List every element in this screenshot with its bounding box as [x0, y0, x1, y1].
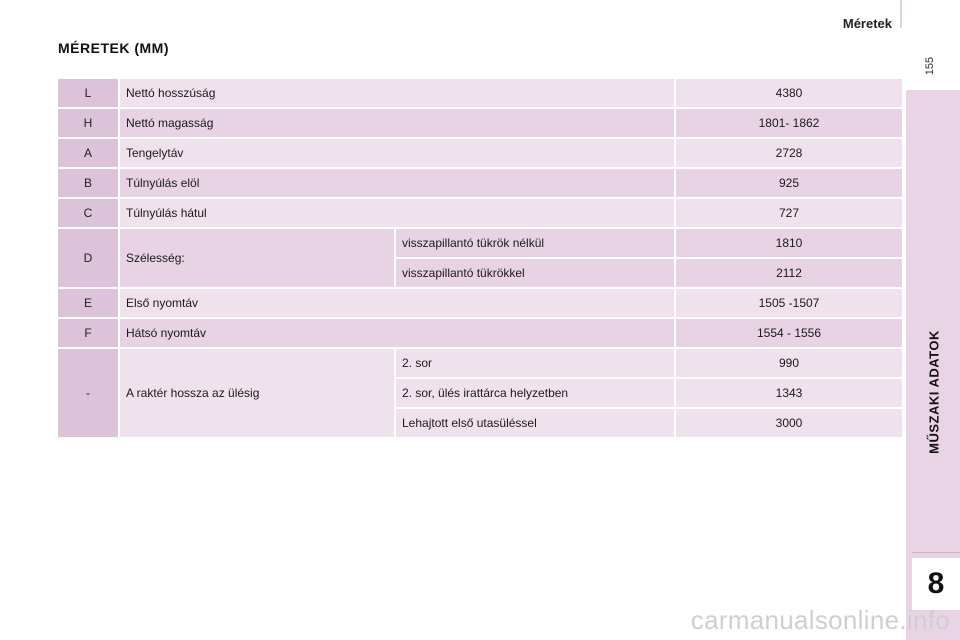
chapter-side-label: MŰSZAKI ADATOK	[926, 330, 942, 454]
page-header-title: Méretek	[842, 16, 892, 31]
table-row	[58, 169, 902, 197]
row-code: E	[58, 289, 118, 317]
row-name: Túlnyúlás elöl	[120, 169, 674, 197]
row-value: 925	[676, 169, 902, 197]
row-value: 2112	[676, 259, 902, 287]
row-code: D	[58, 229, 118, 287]
row-name: Első nyomtáv	[120, 289, 674, 317]
watermark: carmanualsonline.info	[690, 605, 950, 635]
row-value: 1810	[676, 229, 902, 257]
row-sub-label: visszapillantó tükrökkel	[396, 259, 674, 287]
table-row	[58, 199, 902, 227]
row-value: 990	[676, 349, 902, 377]
row-name: A raktér hossza az ülésig	[120, 349, 394, 437]
row-code: C	[58, 199, 118, 227]
side-tab-divider	[912, 552, 960, 553]
row-sub-label: 2. sor, ülés irattárca helyzetben	[396, 379, 674, 407]
row-value: 1554 - 1556	[676, 319, 902, 347]
row-name: Nettó hosszúság	[120, 79, 674, 107]
row-code: H	[58, 109, 118, 137]
dimensions-table	[56, 77, 904, 439]
row-code: F	[58, 319, 118, 347]
table-row	[58, 289, 902, 317]
row-name: Túlnyúlás hátul	[120, 199, 674, 227]
row-name: Szélesség:	[120, 229, 394, 287]
row-code: B	[58, 169, 118, 197]
chapter-number: 8	[912, 558, 960, 610]
row-value: 1505 -1507	[676, 289, 902, 317]
row-name: Tengelytáv	[120, 139, 674, 167]
table-row	[58, 79, 902, 107]
row-value: 1343	[676, 379, 902, 407]
row-code: -	[58, 349, 118, 437]
row-value: 2728	[676, 139, 902, 167]
row-sub-label: Lehajtott első utasüléssel	[396, 409, 674, 437]
row-name: Hátsó nyomtáv	[120, 319, 674, 347]
section-title: MÉRETEK (MM)	[58, 40, 169, 56]
row-sub-label: 2. sor	[396, 349, 674, 377]
table-row	[58, 109, 902, 137]
row-value: 727	[676, 199, 902, 227]
row-name: Nettó magasság	[120, 109, 674, 137]
row-value: 1801- 1862	[676, 109, 902, 137]
page-number: 155	[924, 56, 936, 76]
row-code: A	[58, 139, 118, 167]
table-row	[58, 349, 902, 377]
row-value: 3000	[676, 409, 902, 437]
table-row	[58, 319, 902, 347]
row-sub-label: visszapillantó tükrök nélkül	[396, 229, 674, 257]
header-rule	[900, 0, 902, 28]
table-row	[58, 139, 902, 167]
row-code: L	[58, 79, 118, 107]
row-value: 4380	[676, 79, 902, 107]
table-row	[58, 229, 902, 257]
